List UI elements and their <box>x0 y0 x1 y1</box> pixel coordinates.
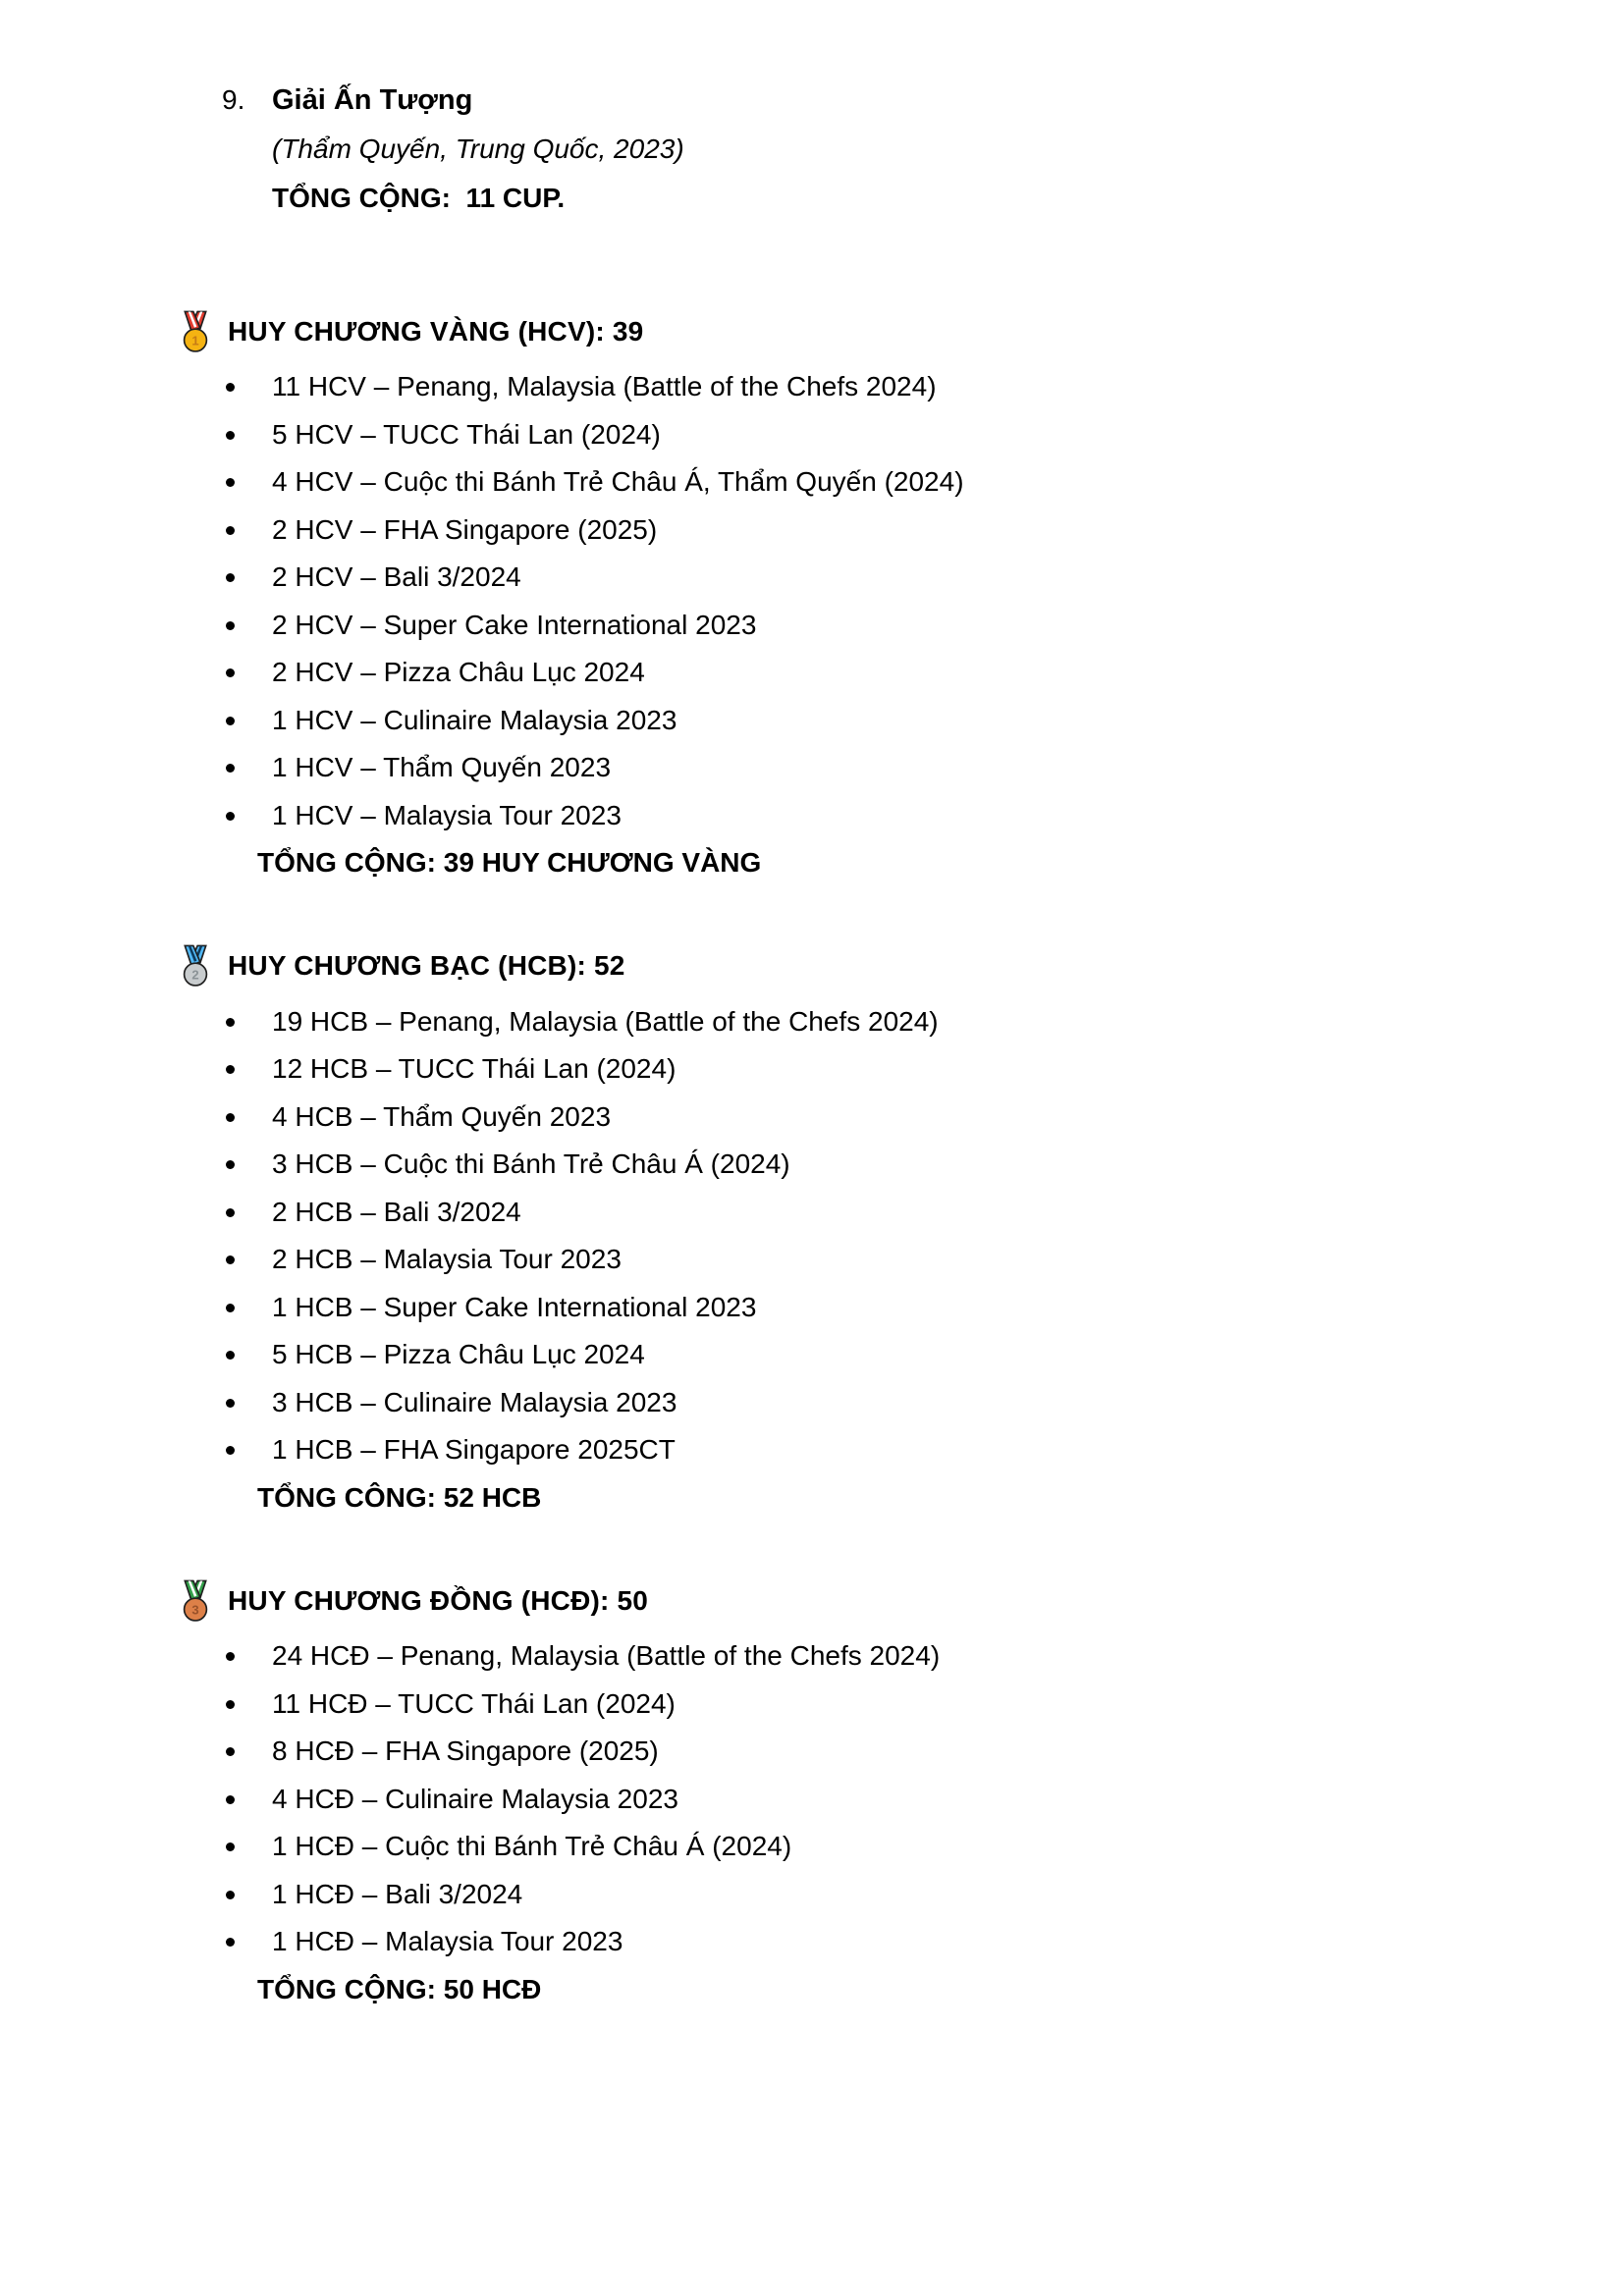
list-item <box>272 1823 1624 1871</box>
silver-section-header <box>177 942 1624 990</box>
section-title: HUY CHƯƠNG BẠC (HCB): 52 <box>228 950 625 981</box>
list-item <box>272 1918 1624 1966</box>
list-item <box>272 1141 1624 1189</box>
list-item <box>272 1236 1624 1284</box>
list-item-text: 5 HCB – Pizza Châu Lục 2024 <box>272 1339 645 1369</box>
list-item <box>272 1776 1624 1824</box>
list-item <box>272 507 1624 555</box>
award-total: TỔNG CỘNG: 11 CUP. <box>272 183 566 213</box>
list-item <box>272 1094 1624 1142</box>
list-number: 9. <box>222 84 245 115</box>
list-item-text: 8 HCĐ – FHA Singapore (2025) <box>272 1735 659 1766</box>
bullet-icon <box>226 1065 235 1074</box>
gold-section-header <box>177 307 1624 355</box>
bullet-icon <box>226 1891 235 1899</box>
bullet-icon <box>226 1842 235 1851</box>
award-location: (Thẩm Quyến, Trung Quốc, 2023) <box>272 133 684 164</box>
list-item-text: 2 HCV – Bali 3/2024 <box>272 561 521 592</box>
gold-medal-list <box>0 363 1624 839</box>
gold-medal-icon <box>177 310 214 353</box>
award-title: Giải Ấn Tượng <box>272 84 473 116</box>
bullet-icon <box>226 431 235 440</box>
list-item-text: 1 HCV – Thẩm Quyến 2023 <box>272 752 612 782</box>
list-item-text: 4 HCB – Thẩm Quyến 2023 <box>272 1100 612 1132</box>
award-title-row <box>222 76 1624 125</box>
list-item-text: 4 HCĐ – Culinaire Malaysia 2023 <box>272 1783 678 1814</box>
bullet-icon <box>226 668 235 677</box>
list-item-text: 2 HCV – FHA Singapore (2025) <box>272 513 658 545</box>
bronze-section-header <box>177 1576 1624 1625</box>
list-item <box>272 744 1624 792</box>
bronze-medal-section <box>0 1576 1624 2013</box>
list-item-text: 4 HCV – Cuộc thi Bánh Trẻ Châu Á, Thẩm Quyến (2024) <box>272 466 964 497</box>
list-item <box>272 1681 1624 1729</box>
bullet-icon <box>226 1446 235 1455</box>
list-item-text: 1 HCĐ – Malaysia Tour 2023 <box>272 1926 623 1956</box>
list-item <box>272 602 1624 650</box>
list-item-text: 2 HCV – Pizza Châu Lục 2024 <box>272 657 645 687</box>
gold-section-total: TỔNG CỘNG: 39 HUY CHƯƠNG VÀNG <box>257 847 762 878</box>
list-item <box>272 1189 1624 1237</box>
list-item <box>272 998 1624 1046</box>
list-item <box>272 649 1624 697</box>
bullet-icon <box>226 812 235 821</box>
list-item <box>272 1871 1624 1919</box>
silver-section-total: TỔNG CÔNG: 52 HCB <box>257 1481 542 1513</box>
bullet-icon <box>226 1652 235 1661</box>
section-title: HUY CHƯƠNG ĐỒNG (HCĐ): 50 <box>228 1584 649 1616</box>
list-item-text: 1 HCĐ – Bali 3/2024 <box>272 1878 523 1909</box>
silver-medal-section <box>0 942 1624 1522</box>
bullet-icon <box>226 383 235 392</box>
list-item-text: 1 HCĐ – Cuộc thi Bánh Trẻ Châu Á (2024) <box>272 1831 792 1861</box>
list-item-text: 24 HCĐ – Penang, Malaysia (Battle of the Chefs 2024) <box>272 1640 941 1671</box>
gold-medal-section <box>0 307 1624 887</box>
silver-medal-list <box>0 998 1624 1474</box>
bullet-icon <box>226 1160 235 1169</box>
list-item-text: 2 HCB – Malaysia Tour 2023 <box>272 1244 622 1274</box>
silver-medal-icon <box>177 944 214 988</box>
svg-text:3: 3 <box>191 1601 199 1617</box>
bullet-icon <box>226 1018 235 1027</box>
bullet-icon <box>226 1700 235 1709</box>
bronze-medal-icon <box>177 1579 214 1623</box>
list-item-text: 3 HCB – Culinaire Malaysia 2023 <box>272 1386 677 1417</box>
list-item <box>272 1728 1624 1776</box>
section-title: HUY CHƯƠNG VÀNG (HCV): 39 <box>228 315 644 347</box>
list-item <box>272 554 1624 602</box>
bronze-medal-list <box>0 1632 1624 1966</box>
bullet-icon <box>226 1938 235 1947</box>
bullet-icon <box>226 573 235 582</box>
svg-text:1: 1 <box>191 332 199 347</box>
bullet-icon <box>226 526 235 535</box>
list-item-text: 1 HCB – FHA Singapore 2025CT <box>272 1434 676 1465</box>
bullet-icon <box>226 478 235 487</box>
list-item <box>272 792 1624 840</box>
list-item-text: 5 HCV – TUCC Thái Lan (2024) <box>272 418 661 450</box>
list-item <box>272 458 1624 507</box>
list-item-text: 12 HCB – TUCC Thái Lan (2024) <box>272 1053 677 1084</box>
list-item <box>272 411 1624 459</box>
list-item-text: 2 HCV – Super Cake International 2023 <box>272 609 757 640</box>
list-item <box>272 363 1624 411</box>
bullet-icon <box>226 1208 235 1217</box>
list-item <box>272 1379 1624 1427</box>
bullet-icon <box>226 1747 235 1756</box>
list-item <box>272 1632 1624 1681</box>
list-item <box>272 1284 1624 1332</box>
bronze-section-total: TỔNG CỘNG: 50 HCĐ <box>257 1973 542 2004</box>
list-item <box>272 1045 1624 1094</box>
list-item <box>272 1426 1624 1474</box>
award-intro <box>0 76 1624 223</box>
bullet-icon <box>226 717 235 725</box>
list-item-text: 3 HCB – Cuộc thi Bánh Trẻ Châu Á (2024) <box>272 1148 790 1179</box>
list-item-text: 11 HCV – Penang, Malaysia (Battle of the Chefs 2024) <box>272 371 937 401</box>
svg-text:2: 2 <box>191 967 199 983</box>
list-item-text: 11 HCĐ – TUCC Thái Lan (2024) <box>272 1687 676 1719</box>
bullet-icon <box>226 621 235 630</box>
bullet-icon <box>226 1113 235 1122</box>
list-item-text: 1 HCV – Culinaire Malaysia 2023 <box>272 704 677 735</box>
bullet-icon <box>226 1351 235 1360</box>
list-item <box>272 697 1624 745</box>
bullet-icon <box>226 1255 235 1264</box>
bullet-icon <box>226 1795 235 1804</box>
list-item-text: 2 HCB – Bali 3/2024 <box>272 1196 521 1227</box>
list-item-text: 1 HCB – Super Cake International 2023 <box>272 1291 757 1322</box>
bullet-icon <box>226 1304 235 1312</box>
list-item-text: 19 HCB – Penang, Malaysia (Battle of the Chefs 2024) <box>272 1005 939 1037</box>
bullet-icon <box>226 1399 235 1408</box>
list-item <box>272 1331 1624 1379</box>
bullet-icon <box>226 764 235 773</box>
list-item-text: 1 HCV – Malaysia Tour 2023 <box>272 799 622 830</box>
